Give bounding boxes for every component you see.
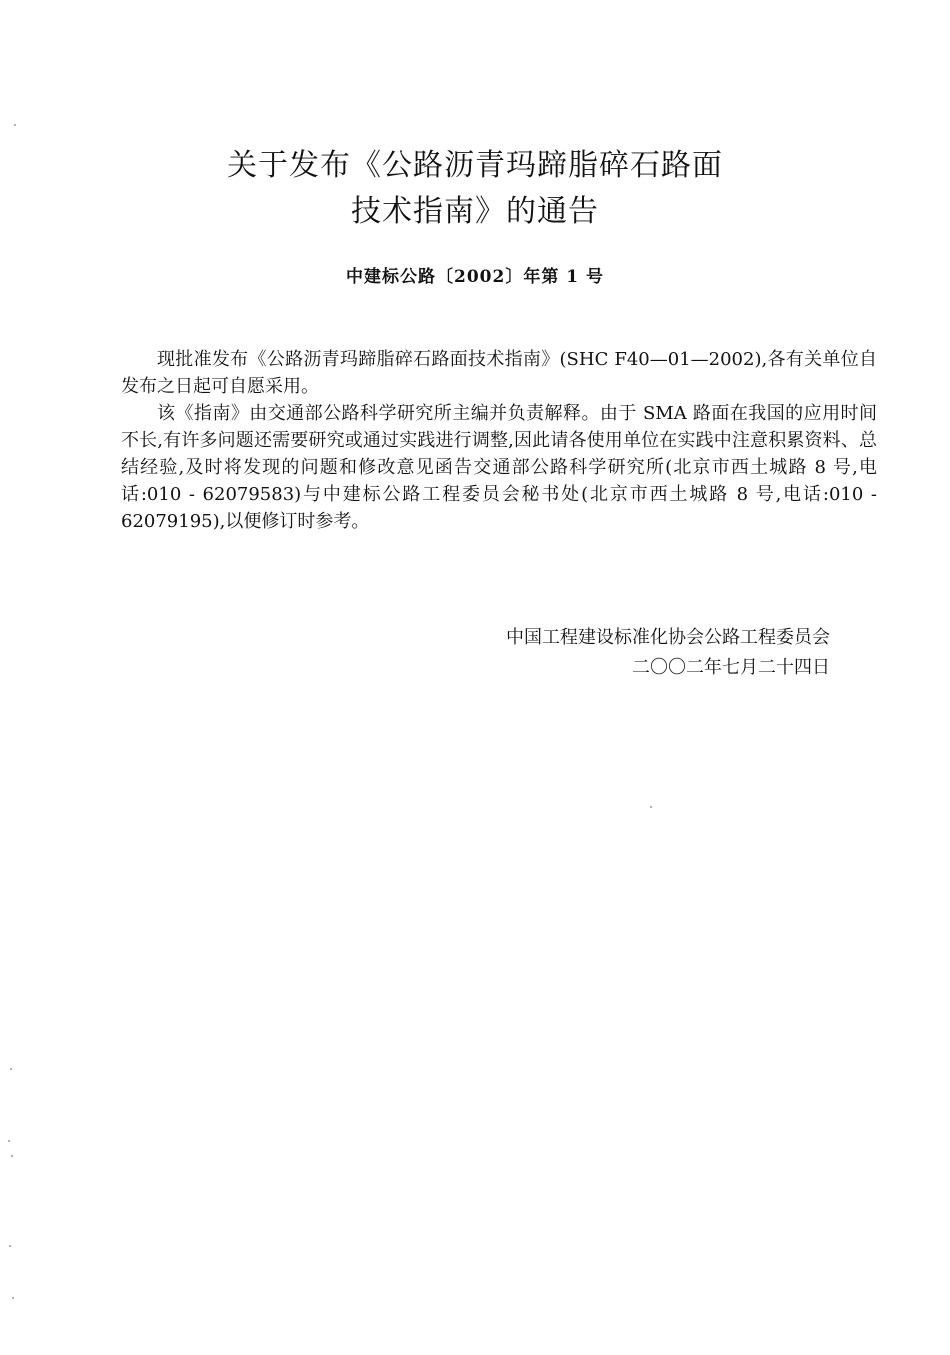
document-number: 中建标公路〔2002〕年第 1 号 <box>346 267 604 287</box>
scan-speck <box>650 806 652 808</box>
scan-speck <box>12 1297 14 1299</box>
notice-title-line-2: 技术指南》的通告 <box>351 194 599 229</box>
body-paragraph-2: 该《指南》由交通部公路科学研究所主编并负责解释。由于 SMA 路面在我国的应用时间不长,有许多问题还需要研究或通过实践进行调整,因此请各使用单位在实践中注意积累资料、总结经验,及时将发现的问题和修改意见函告交通部公路科学研究所(北京市西土城路 8 号,电话:010 - 62079583)与中建标公路工程委员会秘书处(北京市西土城路 8 号,电话:010 - 62079195),以便修订时参考。 <box>121 403 877 532</box>
scan-speck <box>11 1155 13 1157</box>
scan-speck <box>14 124 16 126</box>
scan-speck <box>10 1068 12 1070</box>
issue-date: 二〇〇二年七月二十四日 <box>632 657 830 678</box>
issuing-organization: 中国工程建设标准化协会公路工程委员会 <box>506 627 830 648</box>
scan-speck <box>8 1140 10 1142</box>
notice-title-line-1: 关于发布《公路沥青玛蹄脂碎石路面 <box>227 148 723 183</box>
scan-speck <box>9 1245 11 1247</box>
notice-body <box>121 346 877 535</box>
body-paragraph-1: 现批准发布《公路沥青玛蹄脂碎石路面技术指南》(SHC F40—01—2002),各有关单位自发布之日起可自愿采用。 <box>121 349 877 397</box>
